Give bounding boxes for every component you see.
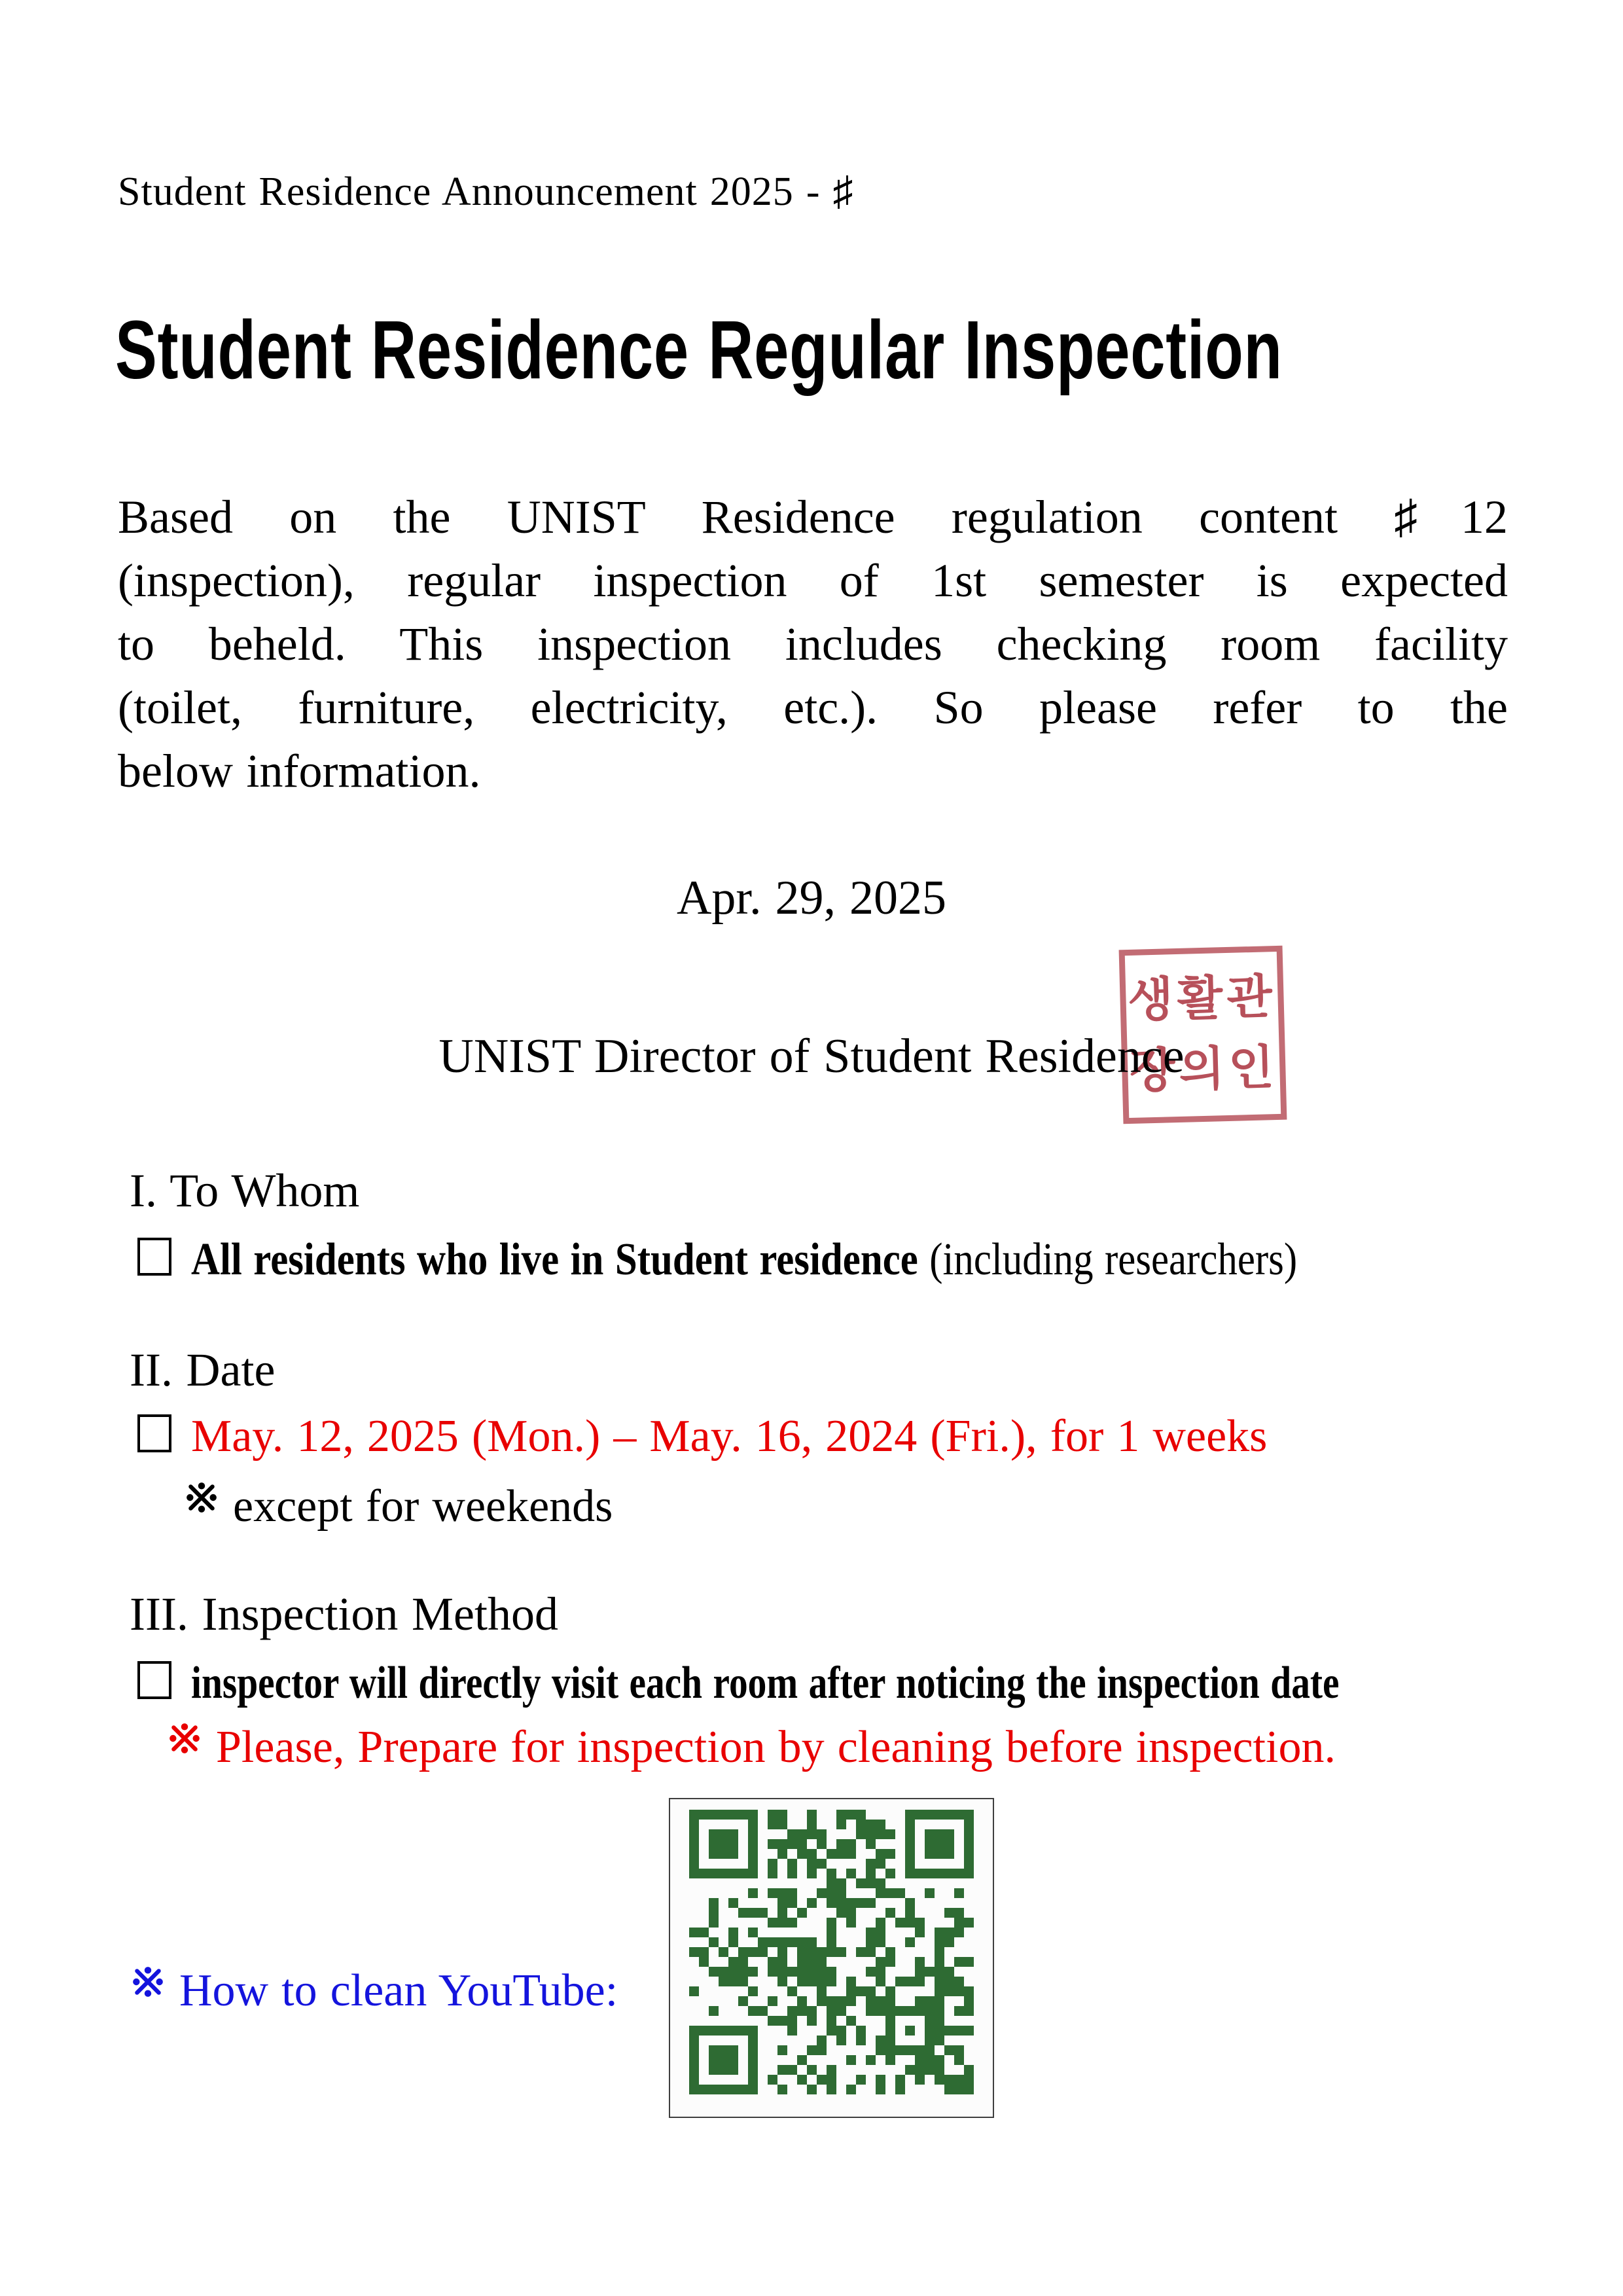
note-text-red: Please, Prepare for inspection by cleaning before inspection. (216, 1722, 1336, 1772)
item-text: (including researchers) (918, 1234, 1298, 1285)
reference-mark-icon (185, 1480, 219, 1515)
intro-line: (toilet, furniture, electricity, etc.). So please refer to the (118, 681, 1508, 734)
youtube-note-label: How to clean YouTube: (179, 1965, 618, 2016)
intro-line: Based on the UNIST Residence regulation content ♯12 (118, 491, 1508, 543)
section-heading-date: II. Date (130, 1344, 276, 1396)
section-heading-inspection-method: III. Inspection Method (130, 1588, 558, 1640)
signature-title: UNIST Director of Student Residence (438, 1030, 1185, 1083)
youtube-note (131, 1965, 618, 2017)
page-title: Student Residence Regular Inspection (115, 304, 1283, 396)
intro-line: (inspection), regular inspection of 1st semester is expected (118, 554, 1508, 607)
intro-paragraph (118, 486, 1508, 803)
qr-code (669, 1798, 994, 2118)
reference-mark-icon (168, 1721, 202, 1755)
note-text: except for weekends (233, 1481, 613, 1532)
checkbox-icon (137, 1661, 171, 1699)
seal-text: 생활관 (1127, 971, 1277, 1028)
intro-line: to beheld. This inspection includes checking room facility (118, 618, 1508, 670)
note-prepare-cleaning (168, 1721, 1336, 1774)
item-text-bold: All residents who live in Student residence (191, 1234, 918, 1285)
intro-line: below information. (118, 745, 481, 797)
seal-text: 장의인 (1129, 1041, 1279, 1098)
reference-mark-icon (131, 1965, 165, 1999)
list-item (137, 1410, 1267, 1463)
list-item (137, 1657, 1592, 1710)
issue-date: Apr. 29, 2025 (676, 871, 947, 925)
list-item (137, 1234, 1463, 1286)
doc-code: Student Residence Announcement 2025 - ♯ (118, 170, 854, 214)
checkbox-icon (137, 1414, 171, 1452)
item-text-bold: inspector will directly visit each room after noticing the inspection date (191, 1658, 1340, 1708)
qr-code-pattern (689, 1810, 974, 2094)
section-heading-to-whom: I. To Whom (130, 1164, 360, 1217)
checkbox-icon (137, 1238, 171, 1276)
inspection-date-range: May. 12, 2025 (Mon.) – May. 16, 2024 (Fri.), for 1 weeks (191, 1411, 1268, 1462)
note-weekends (185, 1480, 613, 1533)
